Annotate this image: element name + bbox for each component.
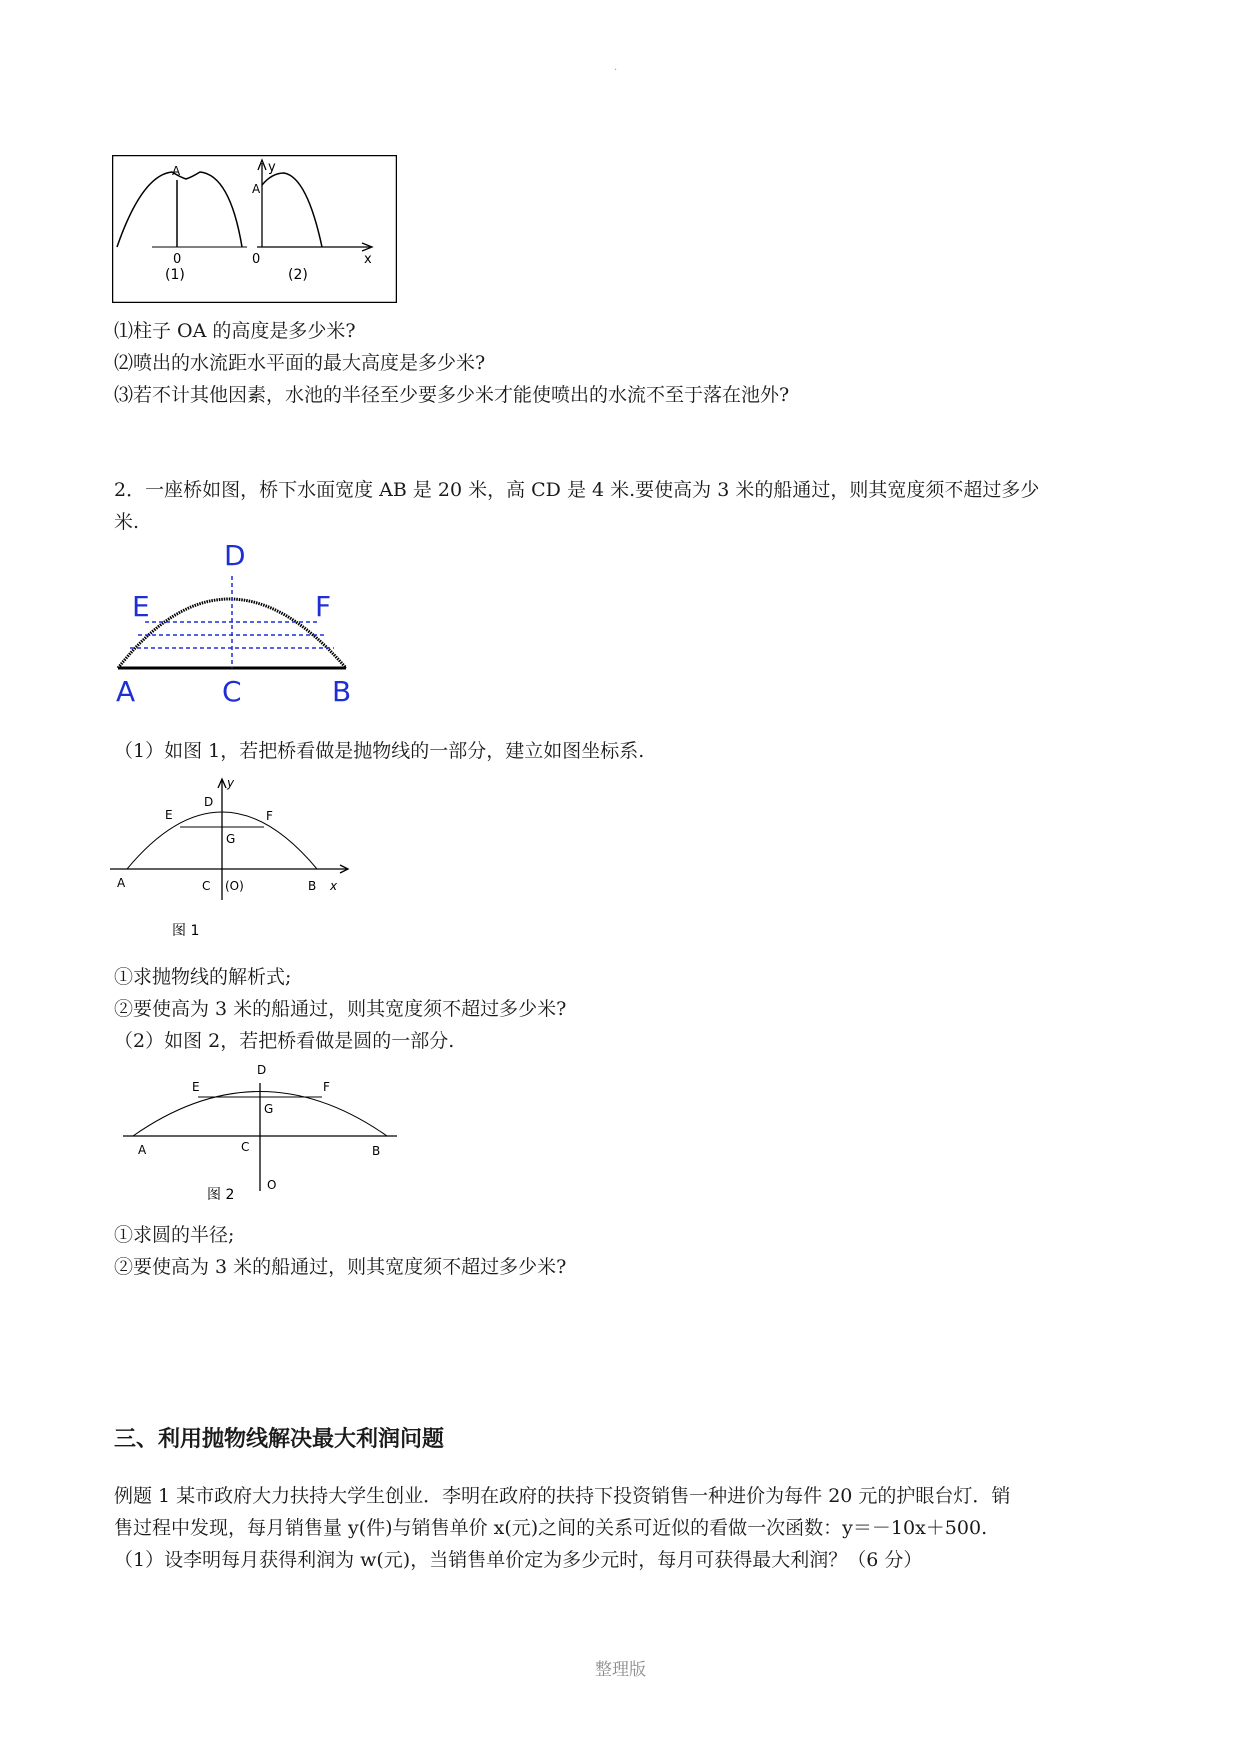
bridge-label-a: A [116, 675, 136, 708]
q2-stem-line2: 米. [114, 511, 140, 533]
bridge-label-c: C [222, 675, 242, 708]
fig1-x: x [330, 879, 338, 893]
figure-border [113, 156, 397, 303]
fountain-arc-2 [262, 173, 322, 247]
fig2-label-o: 0 [252, 252, 261, 267]
bridge-label-f: F [315, 590, 332, 623]
fig2-c: C [241, 1140, 250, 1154]
fig1-e: E [165, 808, 173, 822]
fig1-g: G [226, 832, 236, 846]
fig1-c: C [202, 879, 211, 893]
fig1-label-a: A [172, 164, 181, 178]
fig2-caption: (2) [288, 267, 308, 283]
fig1-caption: 图 1 [172, 923, 200, 939]
section-3-heading: 三、利用抛物线解决最大利润问题 [114, 1427, 445, 1452]
q2-part2-sub2: ②要使高为 3 米的船通过，则其宽度须不超过多少米? [114, 1256, 567, 1278]
fountain-figure [112, 155, 397, 303]
fig2-a: A [138, 1143, 147, 1157]
figure-1-parabola [110, 775, 360, 950]
fig2-b: B [372, 1144, 381, 1158]
fig2-o: O [267, 1178, 277, 1192]
example-1-line1: 例题 1 某市政府大力扶持大学生创业．李明在政府的扶持下投资销售一种进价为每件 20 元的护眼台灯．销 [114, 1485, 1011, 1507]
bridge-figure [112, 538, 362, 708]
q1-part2: ⑵喷出的水流距水平面的最大高度是多少米? [114, 352, 486, 374]
fig1-caption: (1) [165, 267, 185, 283]
fig2-d: D [257, 1063, 267, 1077]
bridge-label-b: B [332, 675, 352, 708]
fig1-d: D [204, 795, 214, 809]
fig1-b: B [308, 879, 317, 893]
top-dot: . [614, 62, 618, 73]
q2-part1-sub2: ②要使高为 3 米的船通过，则其宽度须不超过多少米? [114, 998, 567, 1020]
fig1-f: F [266, 809, 273, 823]
fig1-a: A [117, 876, 126, 890]
fountain-arc-1 [117, 172, 242, 247]
fig1-y: y [227, 776, 235, 790]
fig1-label-o: 0 [173, 252, 182, 267]
q2-part1-sub1: ①求抛物线的解析式; [114, 966, 292, 988]
example-1-question1: （1）设李明每月获得利润为 w(元)，当销售单价定为多少元时，每月可获得最大利润？（6 分） [114, 1549, 923, 1571]
fig2-label-a: A [252, 182, 261, 196]
bridge-label-d: D [224, 539, 246, 572]
fig1-o: (O) [225, 879, 244, 893]
fig2-g: G [264, 1102, 274, 1116]
q2-part2: （2）如图 2，若把桥看做是圆的一部分. [114, 1030, 455, 1052]
example-1-line2: 售过程中发现，每月销售量 y(件)与销售单价 x(元)之间的关系可近似的看做一次函数：y＝－10x＋500. [114, 1517, 988, 1539]
fig2-label-y: y [268, 160, 276, 175]
q1-part3: ⑶若不计其他因素，水池的半径至少要多少米才能使喷出的水流不至于落在池外? [114, 384, 790, 406]
footer-watermark: 整理版 [595, 1660, 646, 1680]
figure-2-circle-arc [110, 1058, 410, 1208]
bridge-label-e: E [132, 590, 150, 623]
fig2-e: E [192, 1080, 200, 1094]
fig2-f: F [323, 1080, 330, 1094]
fig2-caption: 图 2 [207, 1187, 235, 1203]
q2-stem-line1: 2．一座桥如图，桥下水面宽度 AB 是 20 米，高 CD 是 4 米.要使高为 3 米的船通过，则其宽度须不超过多少 [114, 479, 1040, 501]
fig2-label-x: x [364, 252, 372, 267]
q2-part1: （1）如图 1，若把桥看做是抛物线的一部分，建立如图坐标系. [114, 740, 645, 762]
q1-part1: ⑴柱子 OA 的高度是多少米? [114, 320, 356, 342]
q2-part2-sub1: ①求圆的半径; [114, 1224, 235, 1246]
